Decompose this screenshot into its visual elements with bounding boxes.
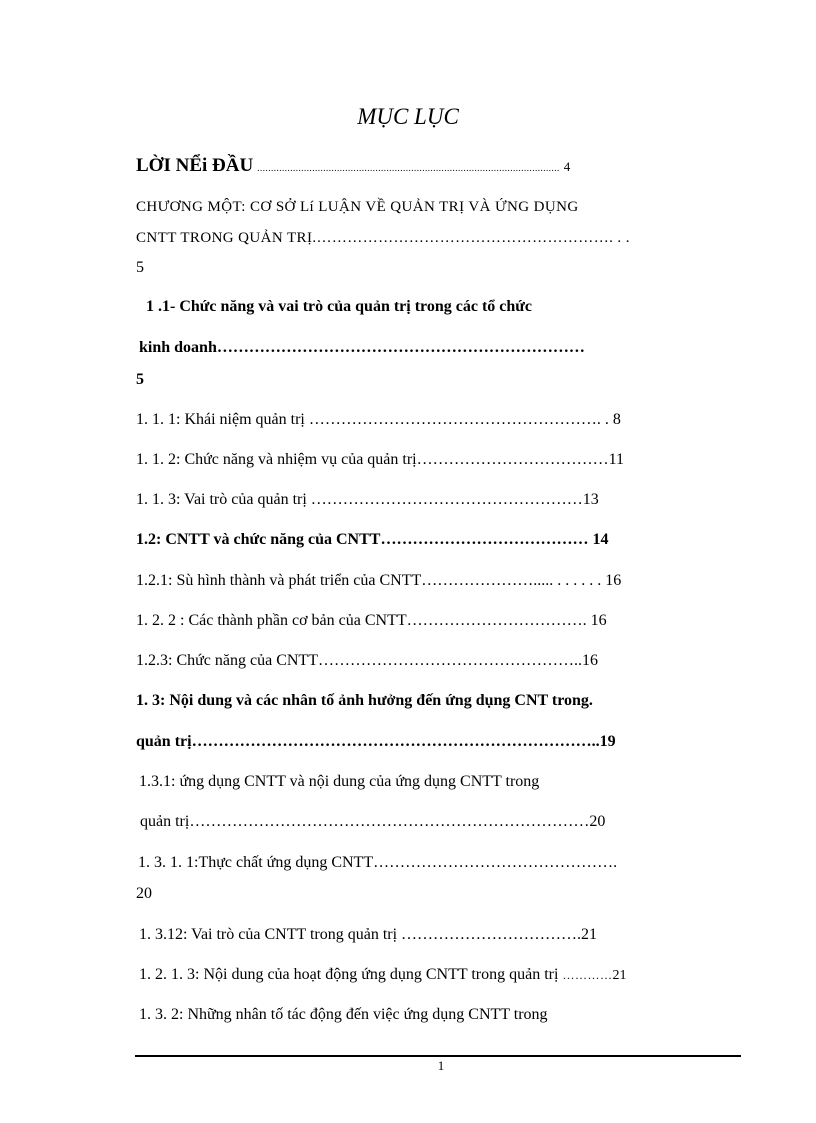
toc-entry-1-2-1-3[interactable]	[139, 965, 626, 986]
toc-label: 1. 2. 1. 3: Nội dung của hoạt động ứng dụng CNTT trong quản trị	[139, 966, 559, 983]
toc-entry-1-2-2[interactable]: 1. 2. 2 : Các thành phần cơ bản của CNTT……………………………. 16	[136, 612, 607, 629]
toc-leader: ..............................................................................................................	[257, 163, 560, 173]
toc-entry-1-3-line1[interactable]: 1. 3: Nội dung và các nhân tố ảnh hưởng đến ứng dụng CNT trong.	[136, 692, 593, 709]
toc-entry-1-3-line2[interactable]: quản trị…………………………………………………………………..19	[136, 733, 616, 750]
toc-entry-1-3-1-1[interactable]: 1. 3. 1. 1:Thực chất ứng dụng CNTT……………………………………….	[138, 854, 618, 871]
toc-page: 21	[612, 968, 627, 983]
toc-entry-1-1-2[interactable]: 1. 1. 2: Chức năng và nhiệm vụ của quản trị………………………………11	[136, 451, 625, 468]
toc-entry-1-2-3[interactable]: 1.2.3: Chức năng của CNTT…………………………………………..16	[136, 652, 598, 669]
toc-page-1-3-1-1: 20	[136, 885, 152, 902]
toc-entry-1-1-3[interactable]: 1. 1. 3: Vai trò của quản trị ……………………………………………13	[136, 491, 599, 508]
footer-divider	[135, 1055, 741, 1057]
toc-entry-1-3-12[interactable]: 1. 3.12: Vai trò của CNTT trong quản trị …………………………….21	[139, 926, 598, 943]
toc-entry-1-1-line2[interactable]: kinh doanh……………………………………………………………	[139, 339, 585, 356]
toc-entry-1-3-2[interactable]: 1. 3. 2: Những nhân tố tác động đến việc ứng dụng CNTT trong	[139, 1006, 548, 1023]
toc-entry-1-3-1-line1[interactable]: 1.3.1: ứng dụng CNTT và nội dung của ứng dụng CNTT trong	[139, 773, 540, 790]
toc-page-1-1: 5	[136, 371, 144, 388]
toc-entry-1-3-1-line2[interactable]: quản trị…………………………………………………………………20	[140, 813, 606, 830]
page-title: MỤC LỤC	[357, 104, 459, 129]
toc-leader: …………	[562, 968, 613, 982]
toc-entry-1-1-line1[interactable]: 1 .1- Chức năng và vai trò của quản trị trong các tổ chức	[146, 298, 532, 315]
toc-entry-chuong-1-line2[interactable]: CNTT TRONG QUẢN TRỊ.…………………………………………………. . .	[136, 230, 630, 246]
toc-entry-1-2[interactable]: 1.2: CNTT và chức năng của CNTT………………………………… 14	[136, 531, 609, 548]
toc-page-chuong-1: 5	[136, 259, 144, 276]
page-number: 1	[437, 1058, 445, 1073]
toc-entry-1-2-1[interactable]: 1.2.1: Sù hình thành và phát triển của CNTT…………………..... . . . . . . 16	[136, 572, 622, 589]
toc-page: 4	[563, 159, 571, 174]
toc-entry-loi-noi-dau[interactable]	[136, 156, 570, 178]
toc-label: LỜI NỂi ĐẦU	[136, 155, 254, 176]
toc-entry-chuong-1-line1[interactable]: CHƯƠNG MỘT: CƠ SỞ Lí LUẬN VỀ QUẢN TRỊ VÀ ỨNG DỤNG	[136, 199, 579, 215]
toc-entry-1-1-1[interactable]: 1. 1. 1: Khái niệm quản trị ………………………………………………. . 8	[136, 411, 621, 428]
